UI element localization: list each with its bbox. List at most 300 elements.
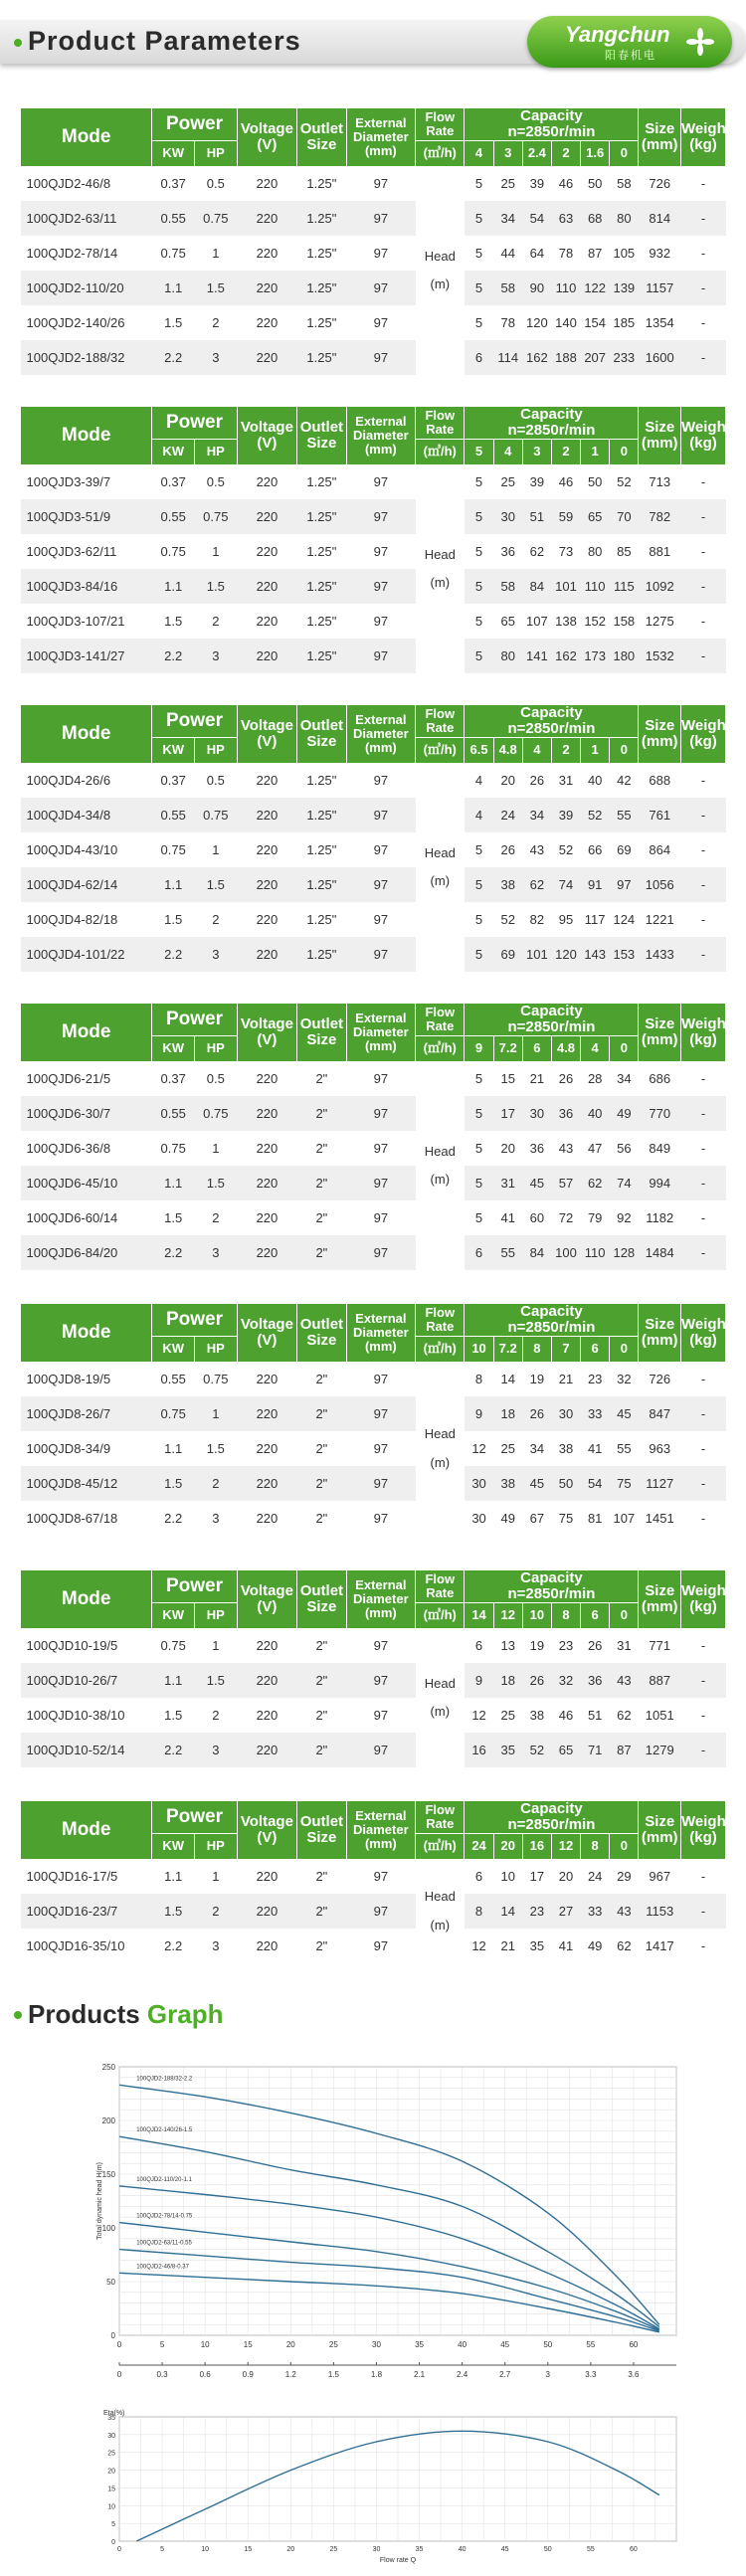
secondary-x-tick-label: 1.2: [284, 2370, 296, 2379]
y-tick-label: 0: [110, 2331, 115, 2340]
secondary-x-tick-label: 2.7: [499, 2370, 511, 2379]
size-cell: 932: [639, 236, 681, 271]
hp-cell: 1.5: [195, 867, 238, 902]
size-cell: 1417: [639, 1929, 681, 1963]
header-diameter: [346, 1304, 416, 1363]
capacity-cell: 50: [581, 166, 610, 201]
capacity-cell: 28: [581, 1061, 610, 1096]
y-tick-label: 35: [107, 2415, 115, 2422]
diameter-cell: 97: [346, 1096, 416, 1131]
capacity-cell: 31: [493, 1166, 522, 1200]
model-cell: 100QJD4-43/10: [21, 832, 152, 867]
y-tick-label: 30: [107, 2432, 115, 2440]
size-cell: 1127: [639, 1466, 681, 1501]
header-capacity-label: Capacity: [520, 406, 583, 423]
header-weight-label: Weight: [681, 419, 731, 436]
header-outlet-unit: Size: [306, 434, 337, 452]
capacity-cell: 54: [522, 201, 551, 236]
diameter-cell: 97: [346, 867, 416, 902]
outlet-cell: 2": [297, 1628, 346, 1663]
diameter-cell: 97: [346, 1859, 416, 1894]
model-cell: 100QJD4-62/14: [21, 867, 152, 902]
header-flow-value: [551, 737, 580, 763]
diameter-cell: 97: [346, 1894, 416, 1929]
capacity-cell: 45: [610, 1396, 639, 1431]
capacity-cell: 40: [581, 1096, 610, 1131]
hp-cell: 2: [195, 1466, 238, 1501]
capacity-cell: 52: [493, 902, 522, 937]
header-banner: [0, 12, 746, 72]
header-voltage-label: Voltage: [240, 1582, 293, 1599]
weight-cell: -: [681, 937, 726, 972]
capacity-cell: 5: [465, 1166, 493, 1200]
kw-cell: 1.5: [152, 305, 195, 340]
header-power: [152, 1801, 237, 1834]
diameter-cell: 97: [346, 763, 416, 798]
capacity-cell: 41: [551, 1929, 580, 1963]
capacity-cell: 71: [581, 1733, 610, 1767]
header-mode-label: Mode: [61, 722, 111, 744]
outlet-cell: 1.25": [297, 569, 346, 604]
header-outlet-label: Outlet: [299, 120, 344, 137]
header-weight: [681, 108, 731, 167]
header-flow-value: [610, 439, 639, 464]
capacity-cell: 25: [493, 464, 522, 499]
capacity-cell: 101: [522, 937, 551, 972]
capacity-cell: 95: [551, 902, 580, 937]
header-flow-label: Flow: [425, 408, 456, 424]
header-outlet: [297, 1004, 346, 1062]
model-cell: 100QJD4-34/8: [21, 798, 152, 832]
x-tick-label: 25: [329, 2546, 338, 2553]
header-flow-value-label: 4: [533, 742, 541, 758]
x-tick-label: 35: [415, 2340, 424, 2349]
weight-cell: -: [681, 1096, 726, 1131]
table-row: [21, 1362, 726, 1396]
parameter-table: [20, 406, 731, 673]
table-row: [21, 166, 726, 201]
size-cell: 1484: [639, 1235, 681, 1270]
capacity-cell: 107: [522, 604, 551, 639]
capacity-cell: 140: [551, 305, 580, 340]
table-row: [21, 1396, 726, 1431]
header-outlet-label: Outlet: [299, 1316, 344, 1333]
voltage-cell: 220: [237, 1362, 297, 1396]
capacity-cell: 45: [522, 1166, 551, 1200]
header-flow-value: [610, 737, 639, 763]
x-tick-label: 50: [543, 2340, 553, 2349]
diameter-cell: 97: [346, 201, 416, 236]
hp-cell: 1: [195, 534, 238, 569]
voltage-cell: 220: [237, 1166, 297, 1200]
model-cell: 100QJD8-45/12: [21, 1466, 152, 1501]
header-flow-label: Flow: [425, 109, 456, 125]
capacity-cell: 10: [493, 1859, 522, 1894]
diameter-cell: 97: [346, 1200, 416, 1235]
capacity-cell: 6: [465, 1859, 493, 1894]
model-cell: 100QJD3-107/21: [21, 604, 152, 639]
capacity-cell: 55: [610, 798, 639, 832]
kw-cell: 0.75: [152, 534, 195, 569]
series-label: 100QJD2-63/11-0.55: [136, 2240, 192, 2247]
capacity-cell: 74: [551, 867, 580, 902]
size-cell: 686: [639, 1061, 681, 1096]
header-voltage-unit: (V): [257, 434, 278, 452]
header-hp: [195, 439, 238, 464]
header-flow-value-label: 20: [500, 1838, 515, 1854]
x-tick-label: 25: [328, 2340, 338, 2349]
outlet-cell: 1.25": [297, 166, 346, 201]
header-kw-label: KW: [162, 1607, 185, 1623]
header-outlet: [297, 1801, 346, 1860]
capacity-cell: 13: [493, 1628, 522, 1663]
header-flow-value-label: 1: [591, 444, 599, 460]
diameter-cell: 97: [346, 798, 416, 832]
header-voltage-unit: (V): [257, 732, 278, 750]
head-label: Head: [424, 844, 456, 860]
diameter-cell: 97: [346, 902, 416, 937]
capacity-cell: 65: [551, 1733, 580, 1767]
capacity-cell: 12: [465, 1431, 493, 1466]
header-outlet-label: Outlet: [299, 1582, 344, 1599]
capacity-cell: 162: [522, 340, 551, 375]
hp-cell: 0.75: [195, 1096, 238, 1131]
header-outlet-unit: Size: [306, 1597, 337, 1615]
model-cell: 100QJD4-101/22: [21, 937, 152, 972]
diameter-cell: 97: [346, 534, 416, 569]
capacity-cell: 9: [465, 1663, 493, 1698]
capacity-cell: 124: [610, 902, 639, 937]
diameter-cell: 97: [346, 1166, 416, 1200]
voltage-cell: 220: [237, 1698, 297, 1733]
hp-cell: 1.5: [195, 1663, 238, 1698]
capacity-cell: 25: [493, 166, 522, 201]
capacity-cell: 46: [551, 464, 580, 499]
capacity-cell: 115: [610, 569, 639, 604]
head-label-cell: [416, 1859, 465, 1963]
capacity-cell: 58: [493, 271, 522, 305]
x-tick-label: 0: [116, 2340, 122, 2349]
voltage-cell: 220: [237, 937, 297, 972]
voltage-cell: 220: [237, 1396, 297, 1431]
outlet-cell: 2": [297, 1131, 346, 1166]
header-power-label: Power: [165, 1008, 224, 1029]
capacity-cell: 43: [522, 832, 551, 867]
capacity-cell: 39: [522, 464, 551, 499]
capacity-cell: 18: [493, 1396, 522, 1431]
weight-cell: -: [681, 1733, 726, 1767]
kw-cell: 1.5: [152, 604, 195, 639]
header-weight-unit: (kg): [689, 1828, 717, 1846]
size-cell: 963: [639, 1431, 681, 1466]
capacity-cell: 90: [522, 271, 551, 305]
header-hp: [195, 1336, 238, 1362]
table-row: [21, 1131, 726, 1166]
diameter-cell: 97: [346, 1431, 416, 1466]
voltage-cell: 220: [237, 1929, 297, 1963]
kw-cell: 0.37: [152, 464, 195, 499]
size-cell: 770: [639, 1096, 681, 1131]
table-row: [21, 499, 726, 534]
header-kw: [152, 737, 195, 763]
capacity-cell: 5: [465, 639, 493, 673]
y-axis-label: Total dynamic head H(m): [96, 2162, 103, 2240]
head-unit: (m): [430, 1172, 451, 1188]
header-weight-unit: (kg): [689, 1030, 717, 1048]
capacity-cell: 34: [493, 201, 522, 236]
head-unit: (m): [430, 1917, 451, 1932]
graph-title-part1: Products: [28, 1999, 140, 2029]
kw-cell: 1.1: [152, 1431, 195, 1466]
header-voltage: [237, 705, 297, 764]
header-flow-value-label: 4: [591, 1040, 599, 1056]
capacity-cell: 50: [551, 1466, 580, 1501]
head-unit: (m): [430, 276, 451, 292]
model-cell: 100QJD6-60/14: [21, 1200, 152, 1235]
table-row: [21, 763, 726, 798]
voltage-cell: 220: [237, 832, 297, 867]
brand-logo[interactable]: [527, 16, 732, 68]
header-mode-label: Mode: [61, 1818, 111, 1840]
header-flow-unit: Rate: [426, 719, 455, 735]
capacity-cell: 154: [581, 305, 610, 340]
hp-cell: 2: [195, 305, 238, 340]
header-flow-value: [581, 1602, 610, 1628]
header-flow: [416, 1004, 465, 1036]
model-cell: 100QJD3-141/27: [21, 639, 152, 673]
model-cell: 100QJD6-84/20: [21, 1235, 152, 1270]
hp-cell: 3: [195, 1235, 238, 1270]
header-flow-value-label: 6: [533, 1040, 541, 1056]
parameter-table: [20, 1003, 731, 1270]
header-weight-unit: (kg): [689, 135, 717, 153]
header-kw-label: KW: [162, 1341, 185, 1357]
outlet-cell: 2": [297, 1096, 346, 1131]
header-mode: [21, 1304, 152, 1363]
model-cell: 100QJD6-45/10: [21, 1166, 152, 1200]
weight-cell: -: [681, 201, 726, 236]
x-tick-label: 60: [630, 2546, 638, 2553]
outlet-cell: 1.25": [297, 937, 346, 972]
model-cell: 100QJD8-34/9: [21, 1431, 152, 1466]
header-voltage: [237, 108, 297, 167]
weight-cell: -: [681, 1859, 726, 1894]
header-flow: [416, 407, 465, 440]
outlet-cell: 1.25": [297, 271, 346, 305]
kw-cell: 0.37: [152, 166, 195, 201]
model-cell: 100QJD3-51/9: [21, 499, 152, 534]
capacity-cell: 5: [465, 271, 493, 305]
header-mode: [21, 705, 152, 764]
header-kw: [152, 140, 195, 166]
capacity-cell: 54: [581, 1466, 610, 1501]
header-flow-value-label: 0: [620, 444, 628, 460]
header-power: [152, 1004, 237, 1036]
diameter-cell: 97: [346, 639, 416, 673]
size-cell: 1056: [639, 867, 681, 902]
capacity-cell: 52: [522, 1733, 551, 1767]
hp-cell: 1.5: [195, 1166, 238, 1200]
header-voltage-label: Voltage: [240, 120, 293, 137]
capacity-cell: 141: [522, 639, 551, 673]
size-cell: 887: [639, 1663, 681, 1698]
header-flow-value-label: 2: [562, 145, 570, 161]
capacity-cell: 31: [610, 1628, 639, 1663]
brand-name: Yangchun: [565, 22, 670, 47]
table-row: [21, 236, 726, 271]
capacity-cell: 30: [493, 499, 522, 534]
hp-cell: 2: [195, 1894, 238, 1929]
size-cell: 771: [639, 1628, 681, 1663]
header-flow-value: [493, 439, 522, 464]
diameter-cell: 97: [346, 832, 416, 867]
header-weight: [681, 407, 731, 465]
kw-cell: 1.1: [152, 1166, 195, 1200]
header-flow-value-label: 4: [504, 444, 512, 460]
head-label-cell: [416, 763, 465, 972]
weight-cell: -: [681, 1396, 726, 1431]
header-flow-unit: [416, 1602, 465, 1628]
capacity-cell: 58: [493, 569, 522, 604]
kw-cell: 0.55: [152, 1096, 195, 1131]
weight-cell: -: [681, 763, 726, 798]
header-kw-label: KW: [162, 1838, 185, 1854]
header-flow-value-label: 2.4: [527, 145, 546, 161]
capacity-cell: 5: [465, 236, 493, 271]
capacity-cell: 65: [581, 499, 610, 534]
x-axis-label: Flow rate Q: [379, 2557, 417, 2564]
weight-cell: -: [681, 867, 726, 902]
diameter-cell: 97: [346, 271, 416, 305]
capacity-cell: 5: [465, 464, 493, 499]
x-tick-label: 40: [458, 2340, 467, 2349]
secondary-x-tick-label: 1.5: [327, 2370, 339, 2379]
header-diameter-mm: (mm): [364, 1338, 397, 1354]
header-flow-value: [465, 439, 493, 464]
size-cell: 726: [639, 1362, 681, 1396]
diameter-cell: 97: [346, 1466, 416, 1501]
secondary-x-tick-label: 0.3: [156, 2370, 168, 2379]
header-voltage: [237, 1570, 297, 1629]
model-cell: 100QJD10-38/10: [21, 1698, 152, 1733]
hp-cell: 0.75: [195, 798, 238, 832]
header-flow-value-label: 1: [591, 742, 599, 758]
capacity-cell: 120: [522, 305, 551, 340]
x-tick-label: 5: [160, 2546, 165, 2553]
weight-cell: -: [681, 832, 726, 867]
capacity-cell: 188: [551, 340, 580, 375]
header-voltage-unit: (V): [257, 1030, 278, 1048]
header-flow: [416, 108, 465, 141]
capacity-cell: 5: [465, 1096, 493, 1131]
capacity-cell: 18: [493, 1663, 522, 1698]
model-cell: 100QJD2-46/8: [21, 166, 152, 201]
header-size-unit: (mm): [641, 1828, 678, 1846]
header-flow-unit: Rate: [426, 1584, 455, 1600]
capacity-cell: 19: [522, 1362, 551, 1396]
outlet-cell: 2": [297, 1698, 346, 1733]
capacity-cell: 74: [610, 1166, 639, 1200]
header-flow-value: [493, 1035, 522, 1061]
y-tick-label: 10: [107, 2503, 115, 2511]
diameter-cell: 97: [346, 1929, 416, 1963]
header-flow-value: [610, 1602, 639, 1628]
capacity-cell: 20: [551, 1859, 580, 1894]
header-flow-unit-label: (㎥/h): [423, 1040, 457, 1056]
table-row: [21, 201, 726, 236]
header-capacity-unit: n=2850r/min: [507, 1017, 596, 1035]
header-outlet-unit: Size: [306, 1030, 337, 1048]
kw-cell: 1.5: [152, 1200, 195, 1235]
header-hp-label: HP: [206, 1341, 225, 1357]
header-size-label: Size: [645, 717, 675, 734]
outlet-cell: 2": [297, 1235, 346, 1270]
capacity-cell: 17: [493, 1096, 522, 1131]
table-row: [21, 937, 726, 972]
header-flow-value: [522, 140, 551, 166]
y-tick-label: 250: [101, 2063, 115, 2072]
weight-cell: -: [681, 902, 726, 937]
bullet-icon: [14, 39, 22, 47]
header-power-label: Power: [165, 411, 224, 433]
capacity-cell: 23: [522, 1894, 551, 1929]
capacity-cell: 26: [522, 763, 551, 798]
capacity-cell: 47: [581, 1131, 610, 1166]
header-size: [639, 1004, 681, 1062]
header-flow-value-label: 0: [620, 1838, 628, 1854]
header-flow-value-label: 7.2: [498, 1341, 517, 1357]
voltage-cell: 220: [237, 867, 297, 902]
capacity-cell: 56: [610, 1131, 639, 1166]
kw-cell: 0.75: [152, 1396, 195, 1431]
header-hp: [195, 737, 238, 763]
header-flow-unit-label: (㎥/h): [423, 444, 457, 460]
outlet-cell: 2": [297, 1396, 346, 1431]
graph-title-part2: Graph: [146, 1999, 224, 2029]
capacity-cell: 41: [493, 1200, 522, 1235]
weight-cell: -: [681, 639, 726, 673]
outlet-cell: 1.25": [297, 305, 346, 340]
hp-cell: 3: [195, 937, 238, 972]
header-diameter-label: External: [355, 115, 407, 131]
parameter-table: [20, 107, 731, 375]
series-label: 100QJD2-46/8-0.37: [136, 2264, 189, 2271]
header-weight-unit: (kg): [689, 1331, 717, 1349]
y-tick-label: 15: [107, 2485, 115, 2493]
model-cell: 100QJD8-19/5: [21, 1362, 152, 1396]
kw-cell: 0.75: [152, 1131, 195, 1166]
header-flow-value: [465, 1336, 493, 1362]
header-flow-value: [465, 737, 493, 763]
header-mode: [21, 1004, 152, 1062]
header-flow: [416, 1570, 465, 1603]
header-flow-value-label: 9: [474, 1040, 483, 1056]
capacity-cell: 97: [610, 867, 639, 902]
capacity-cell: 8: [465, 1362, 493, 1396]
weight-cell: -: [681, 798, 726, 832]
table-row: [21, 902, 726, 937]
weight-cell: -: [681, 1061, 726, 1096]
capacity-cell: 62: [610, 1929, 639, 1963]
header-diameter-label: External: [355, 1808, 407, 1824]
header-flow-value-label: 4: [474, 145, 483, 161]
capacity-cell: 87: [581, 236, 610, 271]
capacity-cell: 26: [493, 832, 522, 867]
capacity-cell: 43: [551, 1131, 580, 1166]
size-cell: 1092: [639, 569, 681, 604]
header-flow-value: [465, 1602, 493, 1628]
header-flow-value-label: 2: [562, 742, 570, 758]
